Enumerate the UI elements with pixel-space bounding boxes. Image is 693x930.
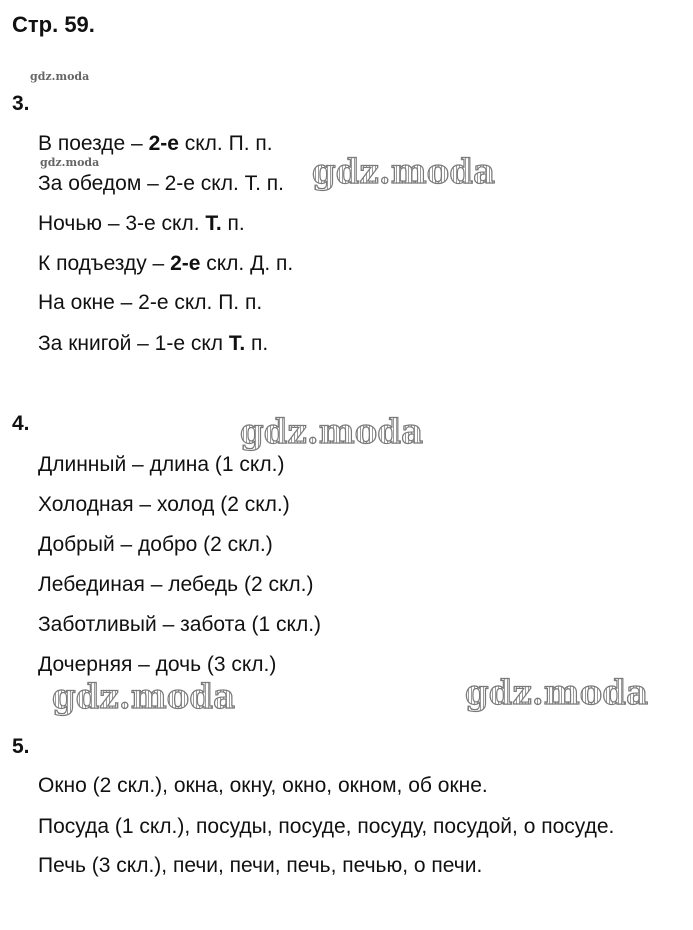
answer-line: За книгой – 1-е скл Т. п. [38,332,269,355]
answer-line: Окно (2 скл.), окна, окну, окно, окном, об окне. [38,774,488,797]
answer-line: Холодная – холод (2 скл.) [38,493,290,516]
answer-line: Лебединая – лебедь (2 скл.) [38,573,314,596]
watermark-logo: gdz.moda [312,152,496,192]
watermark-small: gdz.moda [40,156,100,169]
page-title: Стр. 59. [12,12,95,37]
watermark-small: gdz.moda [30,70,90,83]
watermark-logo: gdz.moda [465,673,649,713]
section-number: 3. [12,92,30,115]
answer-line: В поезде – 2-е скл. П. п. [38,132,273,155]
answer-line: На окне – 2-е скл. П. п. [38,291,263,314]
section-number: 4. [12,412,30,435]
answer-line: К подъезду – 2-е скл. Д. п. [38,252,294,275]
answer-line: Дочерняя – дочь (3 скл.) [38,653,277,676]
answer-line: Заботливый – забота (1 скл.) [38,613,322,636]
watermark-logo: gdz.moda [240,412,424,452]
answer-line: Длинный – длина (1 скл.) [38,453,285,476]
section-number: 5. [12,735,30,758]
answer-line: Посуда (1 скл.), посуды, посуде, посуду, посудой, о посуде. [38,815,615,838]
answer-line: Ночью – 3-е скл. Т. п. [38,212,245,235]
answer-line: За обедом – 2-е скл. Т. п. [38,172,285,195]
watermark-logo: gdz.moda [52,677,236,717]
answer-line: Добрый – добро (2 скл.) [38,533,273,556]
answer-line: Печь (3 скл.), печи, печи, печь, печью, о печи. [38,854,483,877]
